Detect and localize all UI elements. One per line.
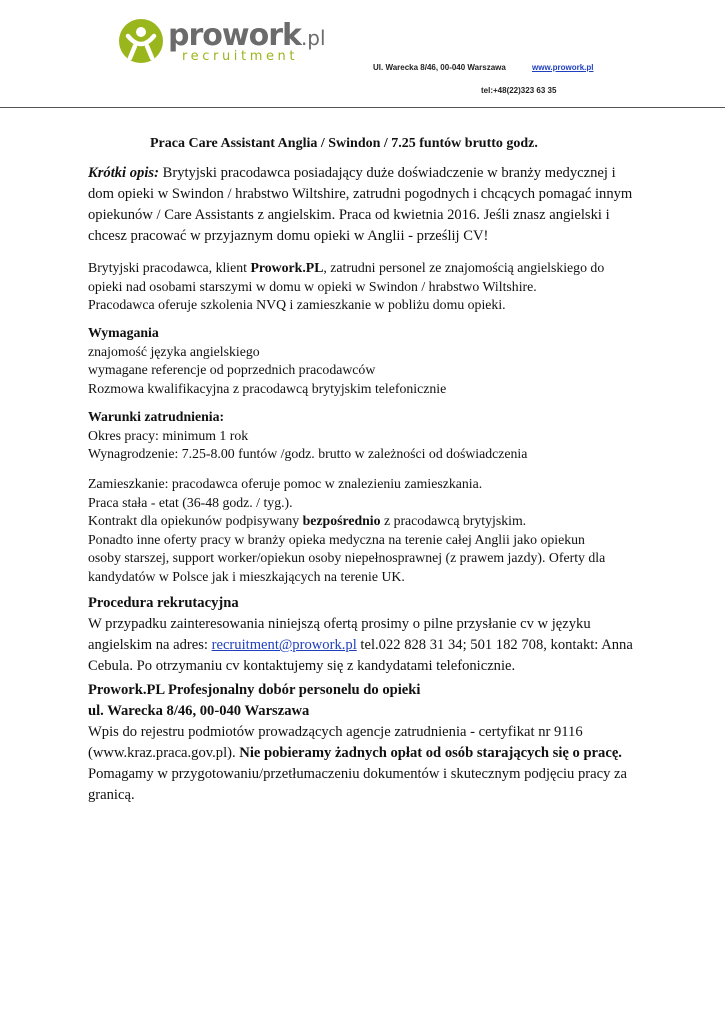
employer-line-1b: , zatrudni personel ze znajomością angielskiego do <box>323 260 605 275</box>
intro-label: Krótki opis: <box>88 165 159 181</box>
requirements-section <box>88 324 446 398</box>
logo-wordmark: prowork.pl <box>168 18 326 53</box>
procedure-heading: Procedura rekrutacyjna <box>88 595 239 611</box>
intro-line-1: Brytyjski pracodawca posiadający duże doświadczenie w branży medycznej i <box>158 165 616 181</box>
details-contract-bold: bezpośrednio <box>302 513 381 528</box>
details-other-1: Ponadto inne oferty pracy w branży opieka medyczna na terenie całej Anglii jako opiekun <box>88 531 585 547</box>
details-accommodation: Zamieszkanie: pracodawca oferuje pomoc w znalezieniu zamieszkania. <box>88 476 483 491</box>
details-section <box>88 475 605 586</box>
details-other-2: osoby starszej, support worker/opiekun osoby niepełnosprawnej (z prawem jazdy). Oferty dla <box>88 550 606 565</box>
employer-line-3: Pracodawca oferuje szkolenia NVQ i zamieszkanie w pobliżu domu opieki. <box>88 297 506 312</box>
employer-brand: Prowork.PL <box>250 260 324 275</box>
company-line-2a: (www.kraz.praca.gov.pl). <box>88 745 240 761</box>
employer-section <box>88 259 604 315</box>
header-website-link[interactable]: www.prowork.pl <box>532 63 594 72</box>
conditions-salary: Wynagrodzenie: 7.25-8.00 funtów /godz. brutto w zależności od doświadczenia <box>88 446 528 461</box>
header-address: Ul. Warecka 8/46, 00-040 Warszawa <box>373 63 506 72</box>
header-phone: tel:+48(22)323 63 35 <box>481 86 557 95</box>
requirements-heading: Wymagania <box>88 325 159 340</box>
requirement-item: Rozmowa kwalifikacyjna z pracodawcą brytyjskim telefonicznie <box>88 380 447 396</box>
company-no-fees: Nie pobieramy żadnych opłat od osób starających się o pracę. <box>239 745 622 761</box>
company-line-3: Pomagamy w przygotowaniu/przetłumaczeniu dokumentów i skutecznym podjęciu pracy za <box>88 766 627 782</box>
company-section <box>88 680 627 806</box>
conditions-section <box>88 408 527 464</box>
offer-title: Praca Care Assistant Anglia / Swindon / 7.25 funtów brutto godz. <box>150 136 538 151</box>
procedure-line-3: Cebula. Po otrzymaniu cv kontaktujemy się z kandydatami telefonicznie. <box>88 658 516 674</box>
employer-line-2: opieki nad osobami starszymi w domu w opieki w Swindon / hrabstwo Wiltshire. <box>88 278 537 294</box>
procedure-line-2b: tel.022 828 31 34; 501 182 708, kontakt: Anna <box>356 637 633 653</box>
company-line-1: Wpis do rejestru podmiotów prowadzących agencje zatrudnienia - certyfikat nr 9116 <box>88 724 583 740</box>
prowork-logo <box>118 18 326 64</box>
procedure-section <box>88 593 633 677</box>
header-divider <box>0 107 725 108</box>
details-contract-a: Kontrakt dla opiekunów podpisywany <box>88 513 303 528</box>
conditions-heading: Warunki zatrudnienia: <box>88 409 225 424</box>
procedure-line-1: W przypadku zainteresowania niniejszą ofertą prosimy o pilne przysłanie cv w języku <box>88 616 591 632</box>
conditions-period: Okres pracy: minimum 1 rok <box>88 427 249 443</box>
intro-line-2: dom opieki w Swindon / hrabstwo Wiltshire, zatrudni pogodnych i chcących pomagać innym <box>88 186 633 202</box>
details-permanent: Praca stała - etat (36-48 godz. / tyg.). <box>88 494 293 510</box>
logo-figure-icon <box>118 18 164 64</box>
company-address: ul. Warecka 8/46, 00-040 Warszawa <box>88 703 310 719</box>
employer-line-1a: Brytyjski pracodawca, klient <box>88 260 251 275</box>
intro-line-4: chcesz pracować w przyjaznym domu opieki w Anglii - prześlij CV! <box>88 228 489 244</box>
company-line-4: granicą. <box>88 787 135 803</box>
details-contract-b: z pracodawcą brytyjskim. <box>380 513 527 528</box>
procedure-line-2a: angielskim na adres: <box>88 637 212 653</box>
company-heading: Prowork.PL Profesjonalny dobór personelu do opieki <box>88 682 421 698</box>
requirement-item: znajomość języka angielskiego <box>88 343 260 359</box>
recruitment-email-link[interactable]: recruitment@prowork.pl <box>211 637 357 653</box>
intro-line-3: opiekunów / Care Assistants z angielskim. Praca od kwietnia 2016. Jeśli znasz angielski i <box>88 207 610 223</box>
logo-tagline: recruitment <box>182 49 299 64</box>
details-other-3: kandydatów w Polsce jak i mieszkających na terenie UK. <box>88 568 405 584</box>
requirement-item: wymagane referencje od poprzednich pracodawców <box>88 362 376 377</box>
intro-section <box>88 163 632 247</box>
